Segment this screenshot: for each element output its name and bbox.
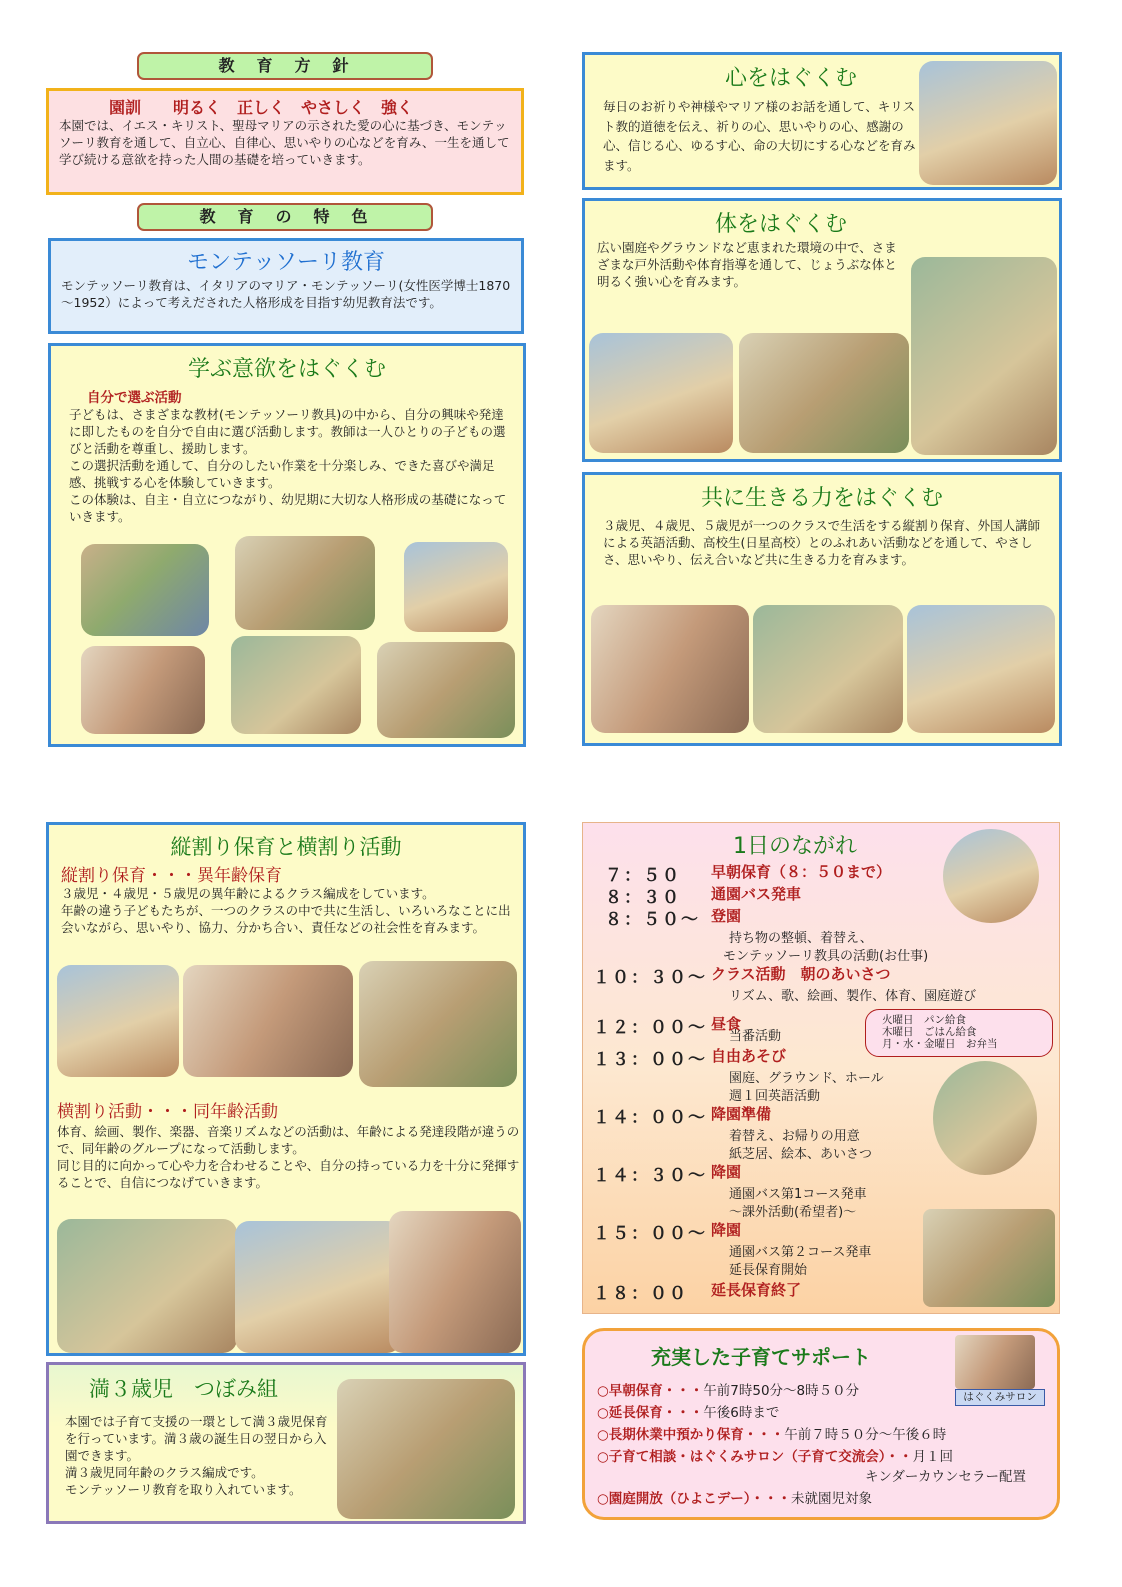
policy-box [46, 88, 524, 195]
schedule-box [582, 822, 1060, 1314]
schedule-sub-6b: 紙芝居、絵本、あいさつ [729, 1147, 873, 1162]
heart-title: 心をはぐくむ [725, 66, 858, 91]
lunch-note [865, 1009, 1053, 1057]
vertical-text: ３歳児・４歳児・５歳児の異年齢によるクラス編成をしています。 年齢の違う子どもたちが、一つのクラスの中で共に生活し、いろいろなことに出会いながら、思いやり、協力、分かち合い、責任などの社会性を育みます。 [61, 886, 511, 935]
photo-running-field [739, 333, 909, 453]
groups-box [46, 822, 526, 1356]
schedule-sub-6a: 着替え、お帰りの用意 [729, 1129, 860, 1144]
photo-playground-teachers [907, 605, 1055, 733]
lunch-note-3: 月・水・金曜日 お弁当 [882, 1038, 998, 1050]
support-text-4: キンダーカウンセラー配置 [865, 1469, 1027, 1485]
motto: 園訓 明るく 正しく やさしく 強く [109, 98, 414, 117]
tsubomi-title: 満３歳児 つぼみ組 [89, 1377, 278, 1401]
photo-children-bead-frame [231, 636, 361, 734]
schedule-sub-8a: 通園バス第２コース発車 [729, 1245, 872, 1260]
schedule-time-9: １８：００ [593, 1284, 688, 1304]
photo-monkey-bars [589, 333, 733, 453]
photo-highschool-students [753, 605, 903, 733]
schedule-act-9: 延長保育終了 [711, 1281, 802, 1299]
body-box [582, 198, 1062, 462]
schedule-sub-5a: 園庭、グラウンド、ホール [729, 1071, 884, 1086]
policy-text: 本園では、イエス・キリスト、聖母マリアの示された愛の心に基づき、モンテッソーリ教育を通して、自立心、自律心、思いやりの心などを育み、一生を通して学び続ける意欲を持った人間の基礎を培っていきます。 [59, 118, 510, 167]
together-title: 共に生きる力をはぐくむ [700, 486, 943, 511]
body-title: 体をはぐくむ [715, 212, 848, 237]
schedule-time-8: １５：００～ [593, 1224, 707, 1244]
schedule-act-6: 降園準備 [711, 1105, 772, 1123]
schedule-sub-2a: 持ち物の整頓、着替え、 [729, 931, 873, 946]
schedule-act-2: 登園 [711, 907, 742, 925]
schedule-act-7: 降園 [711, 1163, 742, 1181]
photo-salon [955, 1335, 1035, 1389]
photo-gym-class [57, 1219, 237, 1353]
learning-subtitle: 自分で選ぶ活動 [87, 390, 182, 406]
schedule-time-0: ７：５０ [605, 866, 681, 886]
photo-bus-morning [943, 829, 1039, 923]
schedule-time-2: ８：５０～ [605, 910, 700, 930]
lunch-note-1: 火曜日 パン給食 [882, 1014, 966, 1026]
photo-outdoor-group [57, 965, 179, 1077]
schedule-title: 1日のながれ [733, 834, 857, 859]
support-box [582, 1328, 1060, 1520]
body-text: 広い園庭やグラウンドなど恵まれた環境の中で、さまざまな戸外活動や体育指導を通して、じょうぶな体と明るく強い心を育みます。 [597, 240, 897, 289]
photo-painting [389, 1211, 521, 1353]
schedule-time-7: １４：３０～ [593, 1166, 707, 1186]
schedule-time-4: １２：００～ [593, 1018, 707, 1038]
learning-text: 子どもは、さまざまな教材(モンテッソーリ教具)の中から、自分の興味や発達に即したものを自分で自由に選び活動します。教師は一人ひとりの子どもの選びと活動を尊重し、援助します。 この選択活動を通して、自分のしたい作業を十分楽しみ、できた喜びや満足感、挑戦する心を体験していきます。 この体験は、自主・自立につながり、幼児期に大切な人格形成の基礎になっていきます。 [69, 407, 507, 524]
schedule-sub-3a: リズム、歌、絵画、製作、体育、園庭遊び [729, 989, 977, 1004]
photo-older-helping-younger [359, 961, 517, 1087]
horizontal-text: 体育、絵画、製作、楽器、音楽リズムなどの活動は、年齢による発達段階が違うので、同年齢のグループになって活動します。 同じ目的に向かって心や力を合わせることや、自分の持っている力を十分に発揮することで、自信につなげていきます。 [57, 1124, 520, 1190]
schedule-act-5: 自由あそび [711, 1047, 787, 1065]
schedule-sub-7a: 通園バス第1コース発車 [729, 1187, 867, 1202]
support-item-1 [597, 1401, 779, 1421]
photo-climbing-tree [933, 1061, 1037, 1175]
photo-child-sorting [81, 544, 209, 636]
photo-english-activity [591, 605, 749, 733]
schedule-act-4: 昼食 [711, 1015, 742, 1033]
photo-music-rhythm [235, 1221, 401, 1353]
support-title: 充実した子育てサポート [651, 1345, 871, 1369]
groups-title: 縦割り保育と横割り活動 [170, 835, 402, 859]
support-text-1: 午後6時まで [703, 1405, 780, 1421]
support-item-2 [597, 1423, 946, 1443]
photo-outdoor-digging [911, 257, 1057, 455]
lunch-note-2: 木曜日 ごはん給食 [882, 1026, 977, 1038]
support-text-0: 午前7時50分～8時５０分 [703, 1383, 860, 1399]
tsubomi-text: 本園では子育て支援の一環として満３歳児保育を行っています。満３歳の誕生日の翌日から入園できます。 満３歳児同年齢のクラス編成です。 モンテッソーリ教育を取り入れています。 [65, 1414, 328, 1497]
schedule-time-6: １４：００～ [593, 1108, 707, 1128]
vertical-title: 縦割り保育・・・異年齢保育 [61, 866, 282, 886]
salon-label: はぐくみサロン [955, 1389, 1045, 1406]
support-item-3 [597, 1445, 953, 1465]
support-label-2: ○長期休業中預かり保育・・・ [597, 1427, 785, 1443]
schedule-act-1: 通園バス発車 [711, 885, 802, 903]
montessori-title: モンテッソーリ教育 [186, 250, 385, 275]
support-label-1: ○延長保育・・・ [597, 1405, 704, 1421]
schedule-sub-5b: 週１回英語活動 [729, 1089, 821, 1104]
support-text-5: 未就園児対象 [791, 1491, 873, 1507]
schedule-sub-7b: ～課外活動(希望者)～ [729, 1205, 857, 1220]
photo-child-weaving [377, 642, 515, 738]
photo-child-green-board [81, 646, 205, 734]
photo-bus-departure [923, 1209, 1055, 1307]
schedule-act-0: 早朝保育（８：５０まで） [711, 863, 892, 881]
features-heading: 教 育 の 特 色 [137, 203, 433, 231]
schedule-time-5: １３：００～ [593, 1050, 707, 1070]
schedule-sub-2b: モンテッソーリ教具の活動(お仕事) [723, 949, 929, 964]
together-box [582, 472, 1062, 746]
photo-lunch-table [183, 965, 353, 1077]
support-item-0 [597, 1379, 859, 1399]
heart-text: 毎日のお祈りや神様やマリア様のお話を通して、キリスト教的道徳を伝え、祈りの心、思いやりの心、感謝の心、信じる心、ゆるす心、命の大切にする心などを育みます。 [603, 99, 916, 173]
support-label-0: ○早朝保育・・・ [597, 1383, 704, 1399]
montessori-text: モンテッソーリ教育は、イタリアのマリア・モンテッソーリ(女性医学博士1870～1952）によって考えだされた人格形成を目指す幼児教育法です。 [61, 278, 511, 310]
heart-box [582, 52, 1062, 190]
support-item-4 [865, 1465, 1026, 1485]
photo-prayer-classroom [919, 61, 1057, 185]
photo-child-table-work [235, 536, 375, 630]
support-text-2: 午前７時５０分～午後６時 [784, 1427, 947, 1443]
policy-heading: 教 育 方 針 [137, 52, 433, 80]
support-label-5: ○園庭開放（ひよこデー）・・・ [597, 1491, 792, 1507]
support-text-3: 月１回 [912, 1449, 954, 1465]
montessori-box [48, 238, 524, 334]
together-text: ３歳児、４歳児、５歳児が一つのクラスで生活をする縦割り保育、外国人講師による英語活動、高校生(日星高校）とのふれあい活動などを通して、やさしさ、思いやり、伝え合いなど共に生きる力を育みます。 [603, 518, 1041, 567]
schedule-time-3: １０：３０～ [593, 968, 707, 988]
schedule-sub-4a: 当番活動 [729, 1029, 782, 1044]
photo-tsubomi-class [337, 1379, 515, 1519]
support-label-3: ○子育て相談・はぐくみサロン（子育て交流会）・・ [597, 1449, 913, 1465]
photo-child-writing [404, 542, 508, 632]
learning-box [48, 343, 526, 747]
schedule-act-3: クラス活動 朝のあいさつ [711, 965, 891, 983]
schedule-time-1: ８：３０ [605, 888, 681, 908]
tsubomi-box [46, 1362, 526, 1524]
schedule-sub-8b: 延長保育開始 [729, 1263, 808, 1278]
support-item-5 [597, 1487, 872, 1507]
horizontal-title: 横割り活動・・・同年齢活動 [57, 1102, 278, 1122]
schedule-act-8: 降園 [711, 1221, 742, 1239]
learning-title: 学ぶ意欲をはぐくむ [187, 357, 386, 382]
